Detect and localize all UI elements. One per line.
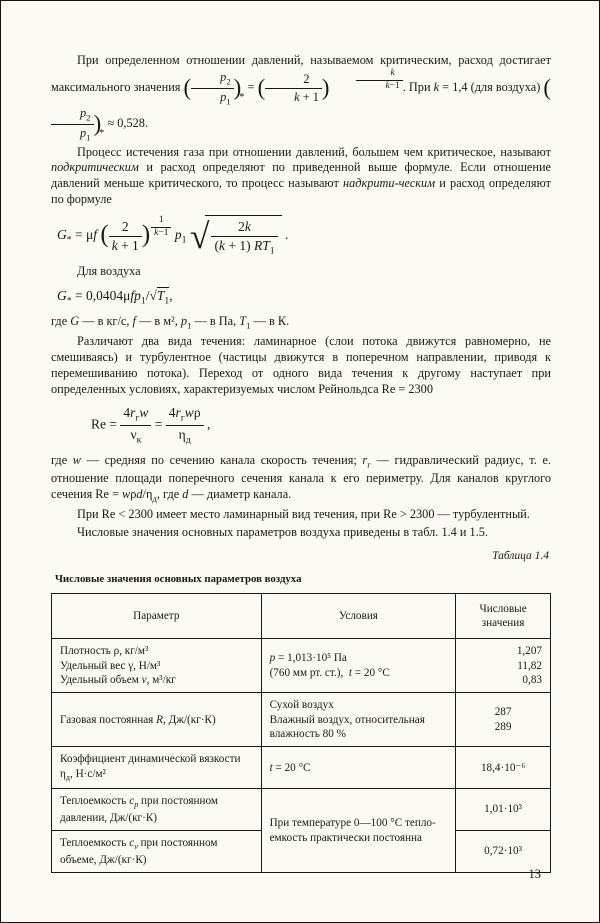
cell-line: Удельный вес γ, Н/м³: [60, 659, 161, 672]
table-title: Числовые значения основных параметров воздуха: [55, 572, 302, 585]
condition-cell: t = 20 °C: [261, 747, 456, 789]
value-cell: 0,72·10³: [456, 831, 551, 873]
paragraph-for-air: Для воздуха: [77, 263, 141, 278]
paragraph-flow-regimes: Различают два вида течения: ламинарное (слои потока движутся равномерно, не смешиваясь) и турбулентное (частицы движутся в поперечном направлении, приводя к перемешиванию потока). Переход от одного вида течения к другому наступает при определенных условиях, характеризуемых числом Рейнольдса Re = 2300: [51, 334, 551, 397]
value-cell: 18,4·10⁻⁶: [456, 747, 551, 789]
value-cell: [456, 639, 551, 693]
cell-line: Влажный воздух, относительная влажность 80 %: [269, 713, 425, 740]
condition-cell: p = 1,013·10⁵ Па (760 мм рт. ст.), t = 20 °C: [261, 639, 456, 693]
table-row-density-group: [52, 639, 551, 693]
cell-line: 0,83: [522, 673, 542, 686]
table-row-gas-constant: [52, 693, 551, 747]
paragraph-hydraulic-radius: где w — средняя по сечению канала скорость течения; $r_г$ — гидравлический радиус, т. е. отношение площади поперечного сечения канала к его периметру. Для каналов круглого сечения Re = wρd/$\eta_д$, где d — диаметр канала.: [51, 452, 551, 504]
cell-line: Удельный объем v, м³/кг: [60, 673, 176, 686]
air-parameters-table: [51, 593, 551, 873]
param-cell: Теплоемкость $c_v$ при постоянном объеме, Дж/(кг·К): [52, 831, 262, 873]
formula-air-mass-flow: $G_* = 0,0404\mu fp_1/√T_1$,: [57, 287, 173, 307]
cell-line: 289: [494, 720, 512, 733]
paragraph-critical-pressure-ratio: При определенном отношении давлений, называемом критическим, расход достигает максимального значения ( $\frac{p_2}{p_1}$ )$_*$ = ( $\frac{2}{k + 1}$ ) $\frac{k}{k-1}$ . При k = 1,4 (для воздуха) ( $\frac{p_2}{p_1}$ )$_* \approx 0,528$.: [51, 53, 551, 143]
value-cell: 1,01·10³: [456, 789, 551, 831]
page-number: 13: [528, 867, 541, 881]
param-cell: Коэффициент динамической вязкости $\eta_д$, Н·с/м²: [52, 747, 262, 789]
table-row-heat-capacity-cp: [52, 789, 551, 831]
formula-supercritical-flow: $G_* = \mu f$ ( $\frac{2}{k + 1}$ ) $\frac{1}{k-1}$ $p_1$ √ $\frac{2k}{(k + 1) RT_1}$ .: [57, 215, 289, 257]
value-cell: [456, 693, 551, 747]
paragraph-regime-threshold: При Re < 2300 имеет место ламинарный вид течения, при Re > 2300 — турбулентный.: [77, 506, 530, 521]
table-row-viscosity: [52, 747, 551, 789]
header-conditions: Условия: [261, 593, 456, 639]
condition-cell: [261, 693, 456, 747]
table-header-row: [52, 593, 551, 639]
param-cell: Теплоемкость $c_p$ при постоянном давлении, Дж/(кг·К): [52, 789, 262, 831]
table-caption: Таблица 1.4: [492, 549, 549, 562]
cell-line: 11,82: [517, 659, 542, 672]
cell-line: Плотность ρ, кг/м³: [60, 645, 149, 658]
paragraph-units-note: где G — в кг/с, f — в м², $p_1$ — в Па, $T_1$ — в К.: [51, 314, 290, 331]
paragraph-subcritical-supercritical: Процесс истечения газа при отношении давлений, большем чем критическое, называют подкритическим и расход определяют по приведенной выше формуле. Если отношение давлений меньше критического, то процесс называют надкрити-ческим и расход определяют по формуле: [51, 144, 551, 207]
formula-reynolds-number: Re = $4r_гw$ $\nu_к$ = $4r_гw\rho$ $\eta_д$ ,: [91, 405, 211, 446]
condition-cell-merged: При температуре 0—100 °C теплоемкость практически постоянна: [261, 789, 456, 873]
header-values: Числовые значения: [456, 593, 551, 639]
param-cell: [52, 639, 262, 693]
paragraph-table-reference: Числовые значения основных параметров воздуха приведены в табл. 1.4 и 1.5.: [77, 524, 488, 539]
cell-line: 287: [494, 706, 512, 719]
param-cell: Газовая постоянная R, Дж/(кг·К): [52, 693, 262, 747]
header-parameter: Параметр: [52, 593, 262, 639]
cell-line: Сухой воздух: [269, 699, 334, 712]
cell-line: 1,207: [516, 645, 542, 658]
